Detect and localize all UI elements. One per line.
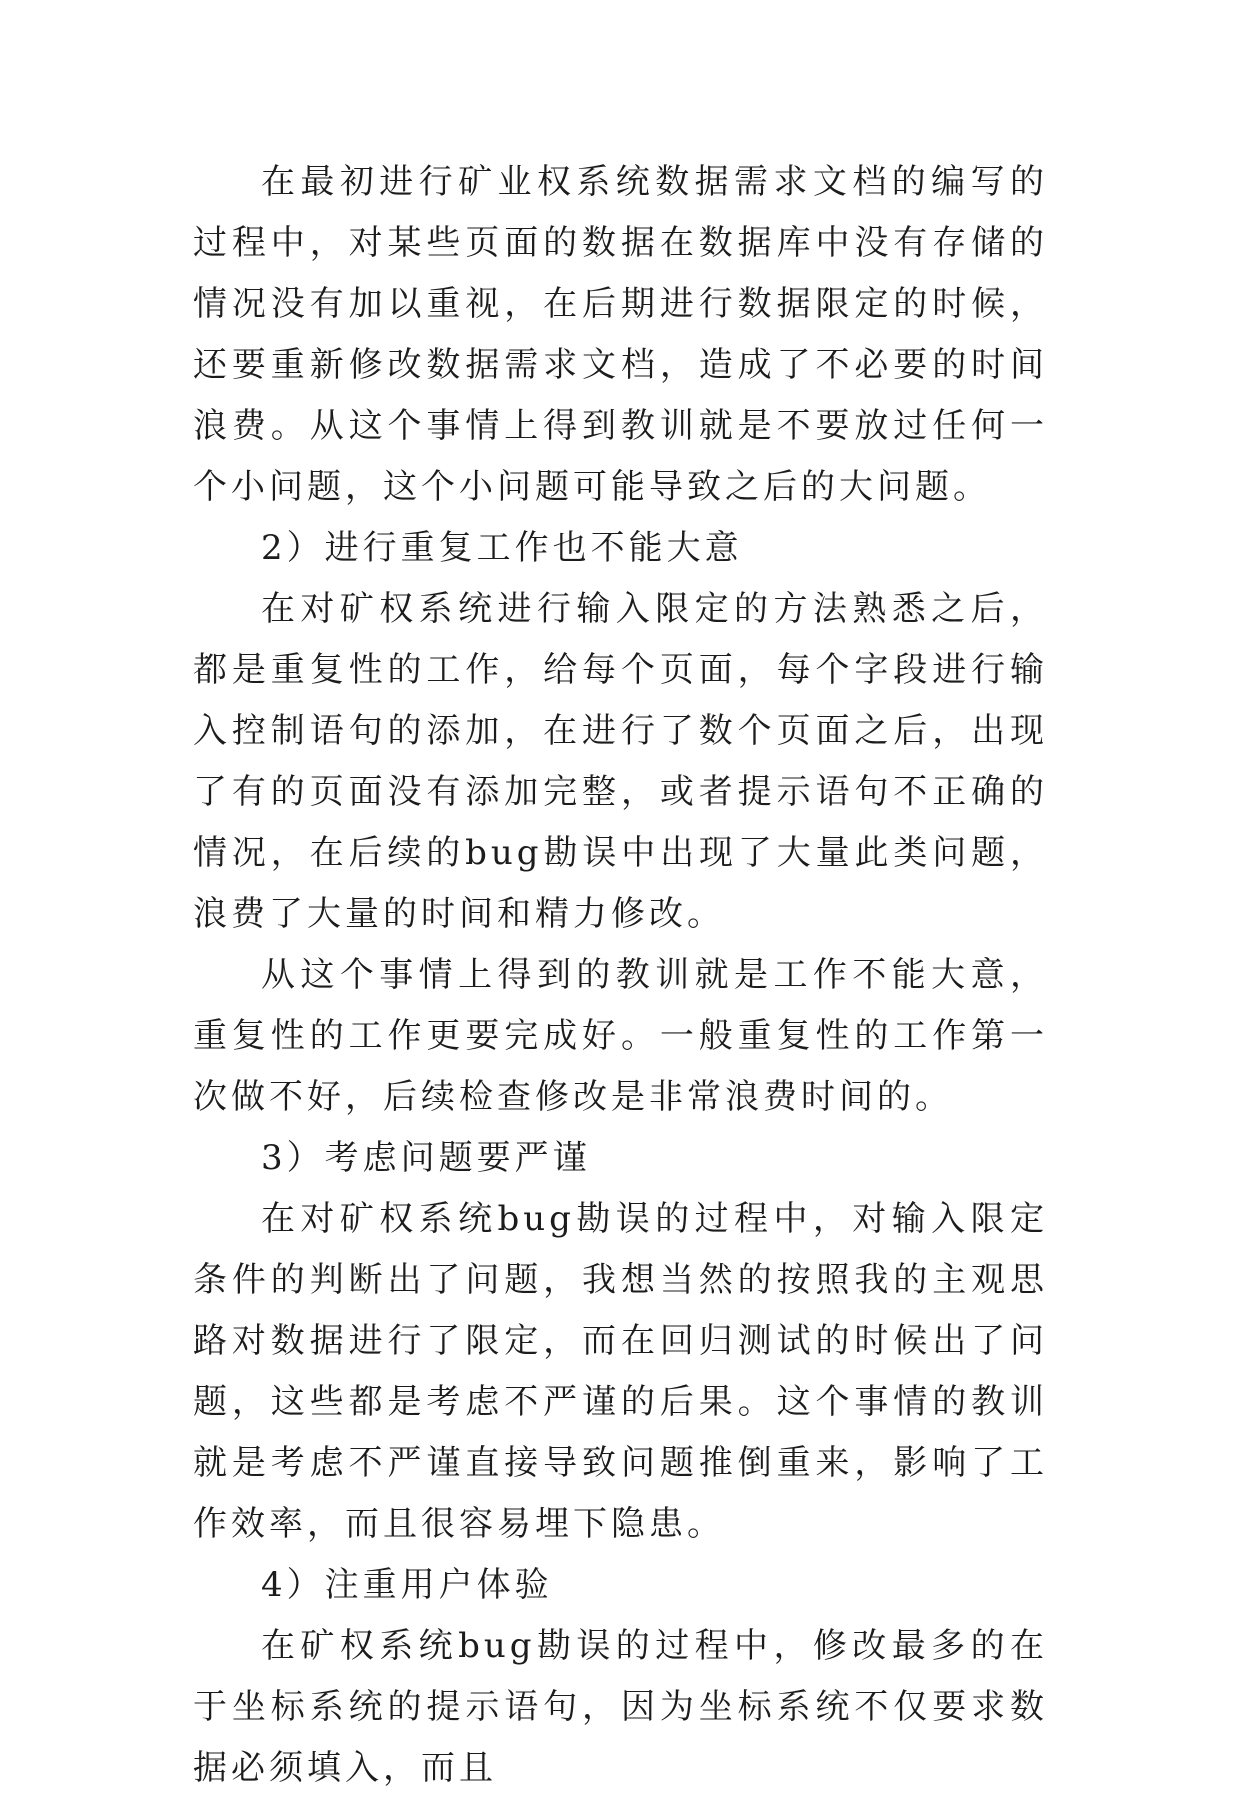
paragraph-2: 在对矿权系统进行输入限定的方法熟悉之后，都是重复性的工作，给每个页面，每个字段进行输入控制语句的添加，在进行了数个页面之后，出现了有的页面没有添加完整，或者提示语句不正确的情况，在后续的bug勘误中出现了大量此类问题，浪费了大量的时间和精力修改。 <box>193 589 1048 934</box>
document-body <box>193 152 1048 1799</box>
section-heading-4: 4）注重用户体验 <box>261 1565 553 1605</box>
section-heading-2: 2）进行重复工作也不能大意 <box>261 528 743 568</box>
paragraph-3: 从这个事情上得到的教训就是工作不能大意，重复性的工作更要完成好。一般重复性的工作第一次做不好，后续检查修改是非常浪费时间的。 <box>193 955 1048 1117</box>
paragraph-5: 在矿权系统bug勘误的过程中，修改最多的在于坐标系统的提示语句，因为坐标系统不仅要求数据必须填入，而且 <box>193 1626 1048 1788</box>
paragraph-4: 在对矿权系统bug勘误的过程中，对输入限定条件的判断出了问题，我想当然的按照我的主观思路对数据进行了限定，而在回归测试的时候出了问题，这些都是考虑不严谨的后果。这个事情的教训就是考虑不严谨直接导致问题推倒重来，影响了工作效率，而且很容易埋下隐患。 <box>193 1199 1048 1544</box>
section-heading-3: 3）考虑问题要严谨 <box>261 1138 591 1178</box>
paragraph-1: 在最初进行矿业权系统数据需求文档的编写的过程中，对某些页面的数据在数据库中没有存储的情况没有加以重视，在后期进行数据限定的时候，还要重新修改数据需求文档，造成了不必要的时间浪费。从这个事情上得到教训就是不要放过任何一个小问题，这个小问题可能导致之后的大问题。 <box>193 162 1048 507</box>
